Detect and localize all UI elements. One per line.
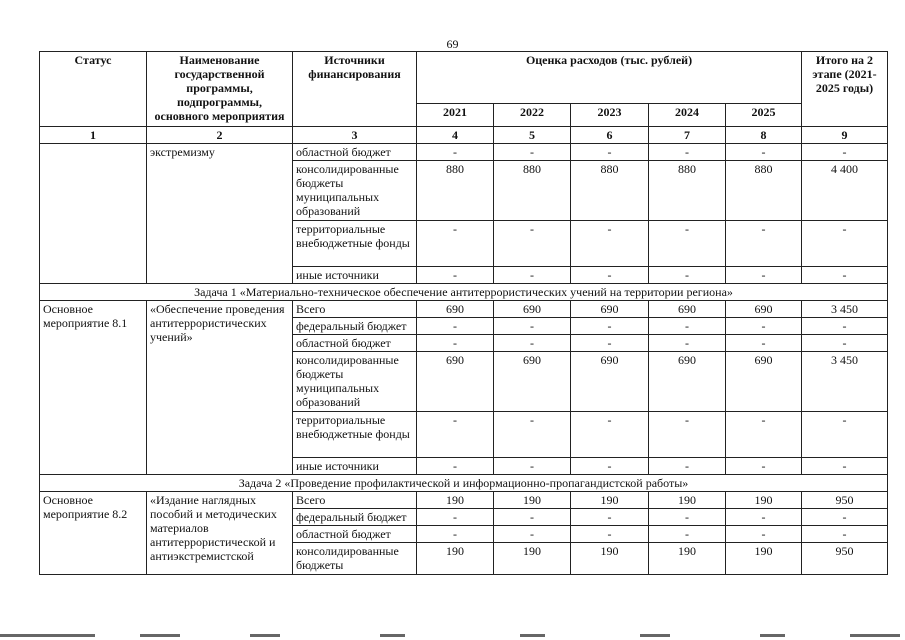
- source-cell: областной бюджет: [293, 335, 417, 352]
- value-cell: 190: [494, 543, 571, 575]
- value-cell: 690: [726, 352, 802, 412]
- total-cell: -: [802, 412, 888, 458]
- value-cell: 690: [649, 301, 726, 318]
- header-year: 2021: [417, 104, 494, 127]
- value-cell: -: [649, 458, 726, 475]
- value-cell: 190: [417, 543, 494, 575]
- task-2-section: [40, 475, 888, 575]
- column-number: 9: [802, 127, 888, 144]
- total-cell: 950: [802, 543, 888, 575]
- value-cell: -: [494, 509, 571, 526]
- column-number: 4: [417, 127, 494, 144]
- value-cell: 880: [571, 161, 649, 221]
- value-cell: -: [417, 267, 494, 284]
- total-cell: -: [802, 458, 888, 475]
- total-cell: -: [802, 267, 888, 284]
- value-cell: -: [494, 318, 571, 335]
- value-cell: -: [649, 318, 726, 335]
- value-cell: -: [571, 335, 649, 352]
- value-cell: -: [417, 144, 494, 161]
- header-year: 2025: [726, 104, 802, 127]
- value-cell: -: [417, 526, 494, 543]
- page-number: 69: [446, 37, 459, 51]
- value-cell: 190: [649, 492, 726, 509]
- value-cell: -: [726, 458, 802, 475]
- value-cell: 880: [417, 161, 494, 221]
- value-cell: 690: [571, 352, 649, 412]
- value-cell: -: [649, 526, 726, 543]
- source-cell: федеральный бюджет: [293, 509, 417, 526]
- total-cell: -: [802, 144, 888, 161]
- value-cell: 880: [726, 161, 802, 221]
- value-cell: -: [417, 458, 494, 475]
- value-cell: -: [726, 335, 802, 352]
- value-cell: 690: [417, 352, 494, 412]
- column-number: 1: [40, 127, 147, 144]
- value-cell: -: [571, 221, 649, 267]
- header-name: Наименование государственной программы, подпрограммы, основного мероприятия: [147, 52, 293, 127]
- value-cell: 190: [571, 543, 649, 575]
- column-number: 6: [571, 127, 649, 144]
- value-cell: -: [649, 144, 726, 161]
- total-cell: 950: [802, 492, 888, 509]
- header-year: 2022: [494, 104, 571, 127]
- value-cell: 190: [571, 492, 649, 509]
- source-cell: федеральный бюджет: [293, 318, 417, 335]
- total-cell: 4 400: [802, 161, 888, 221]
- status-cell: [40, 144, 147, 284]
- column-number: 8: [726, 127, 802, 144]
- scan-edge-marks: [0, 632, 905, 640]
- total-cell: -: [802, 526, 888, 543]
- value-cell: -: [494, 144, 571, 161]
- status-cell: Основное мероприятие 8.2: [40, 492, 147, 575]
- source-cell: иные источники: [293, 458, 417, 475]
- total-cell: 3 450: [802, 301, 888, 318]
- column-number: 7: [649, 127, 726, 144]
- value-cell: -: [571, 509, 649, 526]
- value-cell: -: [494, 412, 571, 458]
- source-cell: консолидированные бюджеты муниципальных образований: [293, 352, 417, 412]
- source-cell: Всего: [293, 301, 417, 318]
- source-cell: Всего: [293, 492, 417, 509]
- program-name-cell: «Издание наглядных пособий и методических материалов антитеррористической и антиэкстремистской: [147, 492, 293, 575]
- header-year: 2023: [571, 104, 649, 127]
- value-cell: -: [571, 412, 649, 458]
- value-cell: -: [417, 318, 494, 335]
- value-cell: 690: [494, 301, 571, 318]
- total-cell: -: [802, 509, 888, 526]
- header-status: Статус: [40, 52, 147, 127]
- value-cell: 690: [649, 352, 726, 412]
- value-cell: 880: [494, 161, 571, 221]
- value-cell: -: [571, 458, 649, 475]
- value-cell: 690: [417, 301, 494, 318]
- value-cell: -: [649, 221, 726, 267]
- value-cell: -: [726, 526, 802, 543]
- value-cell: -: [726, 318, 802, 335]
- value-cell: -: [494, 526, 571, 543]
- total-cell: 3 450: [802, 352, 888, 412]
- task-heading: Задача 2 «Проведение профилактической и информационно-пропагандистской работы»: [40, 475, 888, 492]
- value-cell: -: [417, 412, 494, 458]
- value-cell: 190: [494, 492, 571, 509]
- value-cell: -: [571, 318, 649, 335]
- value-cell: 690: [571, 301, 649, 318]
- value-cell: 880: [649, 161, 726, 221]
- table-row: [40, 144, 888, 161]
- value-cell: 190: [417, 492, 494, 509]
- table-row: [40, 492, 888, 509]
- total-cell: -: [802, 318, 888, 335]
- value-cell: -: [571, 526, 649, 543]
- total-cell: -: [802, 221, 888, 267]
- table-head: [40, 52, 888, 144]
- value-cell: -: [494, 458, 571, 475]
- source-cell: территориальные внебюджетные фонды: [293, 221, 417, 267]
- value-cell: -: [494, 267, 571, 284]
- value-cell: -: [417, 335, 494, 352]
- value-cell: -: [494, 335, 571, 352]
- value-cell: -: [726, 144, 802, 161]
- task-heading: Задача 1 «Материально-техническое обеспечение антитеррористических учений на территории региона»: [40, 284, 888, 301]
- value-cell: -: [417, 509, 494, 526]
- value-cell: -: [726, 221, 802, 267]
- source-cell: консолидированные бюджеты: [293, 543, 417, 575]
- value-cell: -: [417, 221, 494, 267]
- source-cell: консолидированные бюджеты муниципальных образований: [293, 161, 417, 221]
- value-cell: -: [726, 509, 802, 526]
- budget-table: [39, 51, 888, 575]
- source-cell: областной бюджет: [293, 526, 417, 543]
- header-estimate: Оценка расходов (тыс. рублей): [417, 52, 802, 104]
- program-name-cell: «Обеспечение проведения антитеррористических учений»: [147, 301, 293, 475]
- value-cell: -: [571, 267, 649, 284]
- value-cell: -: [649, 267, 726, 284]
- table-row: [40, 301, 888, 318]
- value-cell: -: [649, 335, 726, 352]
- block-continuation: [40, 144, 888, 284]
- value-cell: 190: [649, 543, 726, 575]
- task-1-section: [40, 284, 888, 475]
- value-cell: -: [494, 221, 571, 267]
- value-cell: -: [649, 412, 726, 458]
- value-cell: -: [649, 509, 726, 526]
- source-cell: территориальные внебюджетные фонды: [293, 412, 417, 458]
- total-cell: -: [802, 335, 888, 352]
- value-cell: -: [726, 267, 802, 284]
- value-cell: 690: [726, 301, 802, 318]
- value-cell: 690: [494, 352, 571, 412]
- header-sources: Источники финансирования: [293, 52, 417, 127]
- value-cell: 190: [726, 492, 802, 509]
- status-cell: Основное мероприятие 8.1: [40, 301, 147, 475]
- source-cell: областной бюджет: [293, 144, 417, 161]
- column-number: 5: [494, 127, 571, 144]
- value-cell: -: [571, 144, 649, 161]
- column-number: 3: [293, 127, 417, 144]
- program-name-cell: экстремизму: [147, 144, 293, 284]
- source-cell: иные источники: [293, 267, 417, 284]
- value-cell: 190: [726, 543, 802, 575]
- column-number: 2: [147, 127, 293, 144]
- header-year: 2024: [649, 104, 726, 127]
- header-total: Итого на 2 этапе (2021-2025 годы): [802, 52, 888, 127]
- value-cell: -: [726, 412, 802, 458]
